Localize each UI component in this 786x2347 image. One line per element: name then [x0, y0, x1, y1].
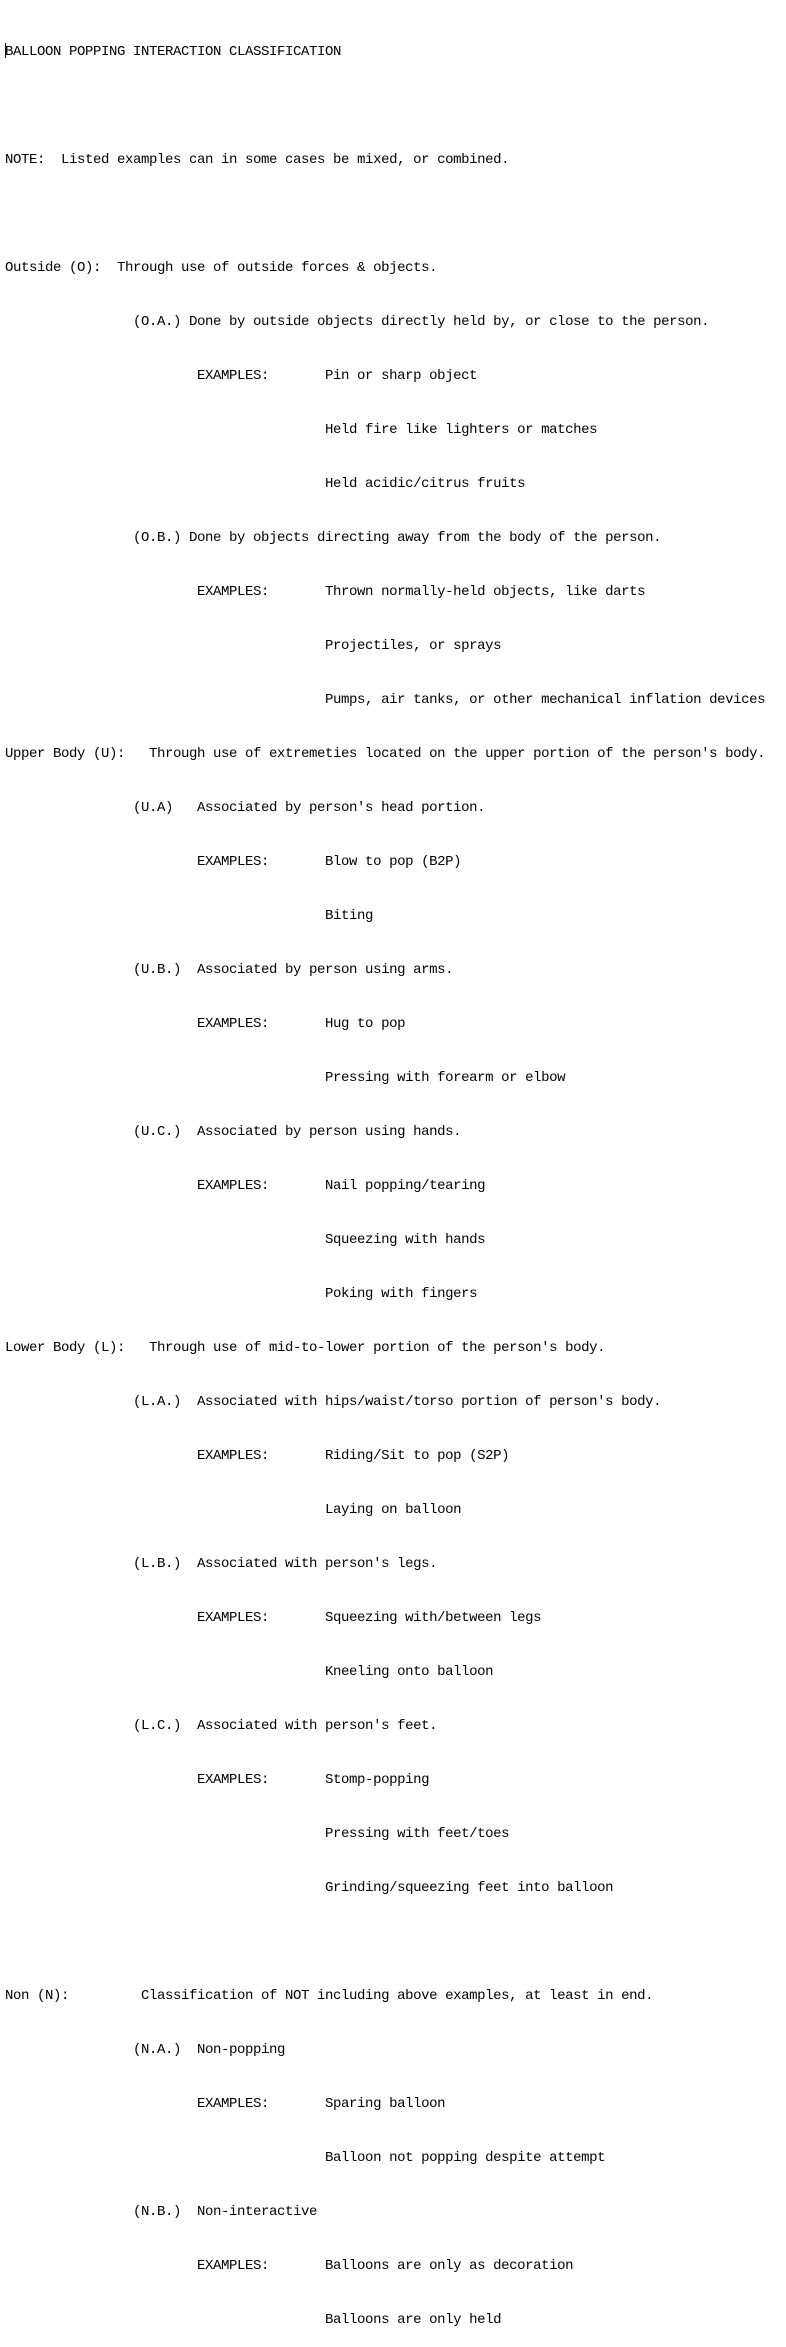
text-line: EXAMPLES: Balloons are only as decoration [5, 2258, 574, 2274]
text-line: Poking with fingers [5, 1286, 478, 1302]
text-line: Kneeling onto balloon [5, 1664, 494, 1680]
text-line: (U.A) Associated by person's head portion. [5, 800, 486, 816]
text-line: Upper Body (U): Through use of extremeties located on the upper portion of the person's body. [5, 746, 766, 762]
text-line: Pressing with forearm or elbow [5, 1070, 566, 1086]
text-line: Biting [5, 908, 374, 924]
text-line: (L.A.) Associated with hips/waist/torso portion of person's body. [5, 1394, 662, 1410]
text-line: Squeezing with hands [5, 1232, 486, 1248]
text-line: (U.B.) Associated by person using arms. [5, 962, 454, 978]
text-line: EXAMPLES: Riding/Sit to pop (S2P) [5, 1448, 510, 1464]
text-line: Pumps, air tanks, or other mechanical inflation devices [5, 692, 766, 708]
text-line: (N.A.) Non-popping [5, 2042, 286, 2058]
text-line: (U.C.) Associated by person using hands. [5, 1124, 462, 1140]
text-line: EXAMPLES: Pin or sharp object [5, 368, 478, 384]
text-line: Projectiles, or sprays [5, 638, 502, 654]
text-line: Held acidic/citrus fruits [5, 476, 526, 492]
text-line: EXAMPLES: Nail popping/tearing [5, 1178, 486, 1194]
text-line: EXAMPLES: Sparing balloon [5, 2096, 446, 2112]
text-line: Balloon not popping despite attempt [5, 2150, 606, 2166]
text-line [5, 97, 765, 115]
text-line: (N.B.) Non-interactive [5, 2204, 318, 2220]
text-editor-content[interactable] [5, 7, 765, 2347]
text-line [5, 205, 765, 223]
text-line: Pressing with feet/toes [5, 1826, 510, 1842]
text-line [5, 1933, 765, 1951]
text-line: (L.B.) Associated with person's legs. [5, 1556, 438, 1572]
text-line: NOTE: Listed examples can in some cases be mixed, or combined. [5, 152, 510, 168]
text-line: Non (N): Classification of NOT including above examples, at least in end. [5, 1988, 654, 2004]
text-line: (O.A.) Done by outside objects directly held by, or close to the person. [5, 314, 710, 330]
text-line: EXAMPLES: Hug to pop [5, 1016, 406, 1032]
text-line: Balloons are only held [5, 2312, 502, 2328]
text-line: Held fire like lighters or matches [5, 422, 598, 438]
text-line: Laying on balloon [5, 1502, 462, 1518]
text-line: (O.B.) Done by objects directing away from the body of the person. [5, 530, 662, 546]
text-line: EXAMPLES: Thrown normally-held objects, like darts [5, 584, 646, 600]
document-title-line: BALLOON POPPING INTERACTION CLASSIFICATION [5, 44, 342, 60]
text-line: (L.C.) Associated with person's feet. [5, 1718, 438, 1734]
text-line: EXAMPLES: Stomp-popping [5, 1772, 430, 1788]
text-line: Grinding/squeezing feet into balloon [5, 1880, 614, 1896]
text-line: Outside (O): Through use of outside forces & objects. [5, 260, 438, 276]
text-line: EXAMPLES: Squeezing with/between legs [5, 1610, 542, 1626]
text-line: Lower Body (L): Through use of mid-to-lower portion of the person's body. [5, 1340, 606, 1356]
text-line: EXAMPLES: Blow to pop (B2P) [5, 854, 462, 870]
